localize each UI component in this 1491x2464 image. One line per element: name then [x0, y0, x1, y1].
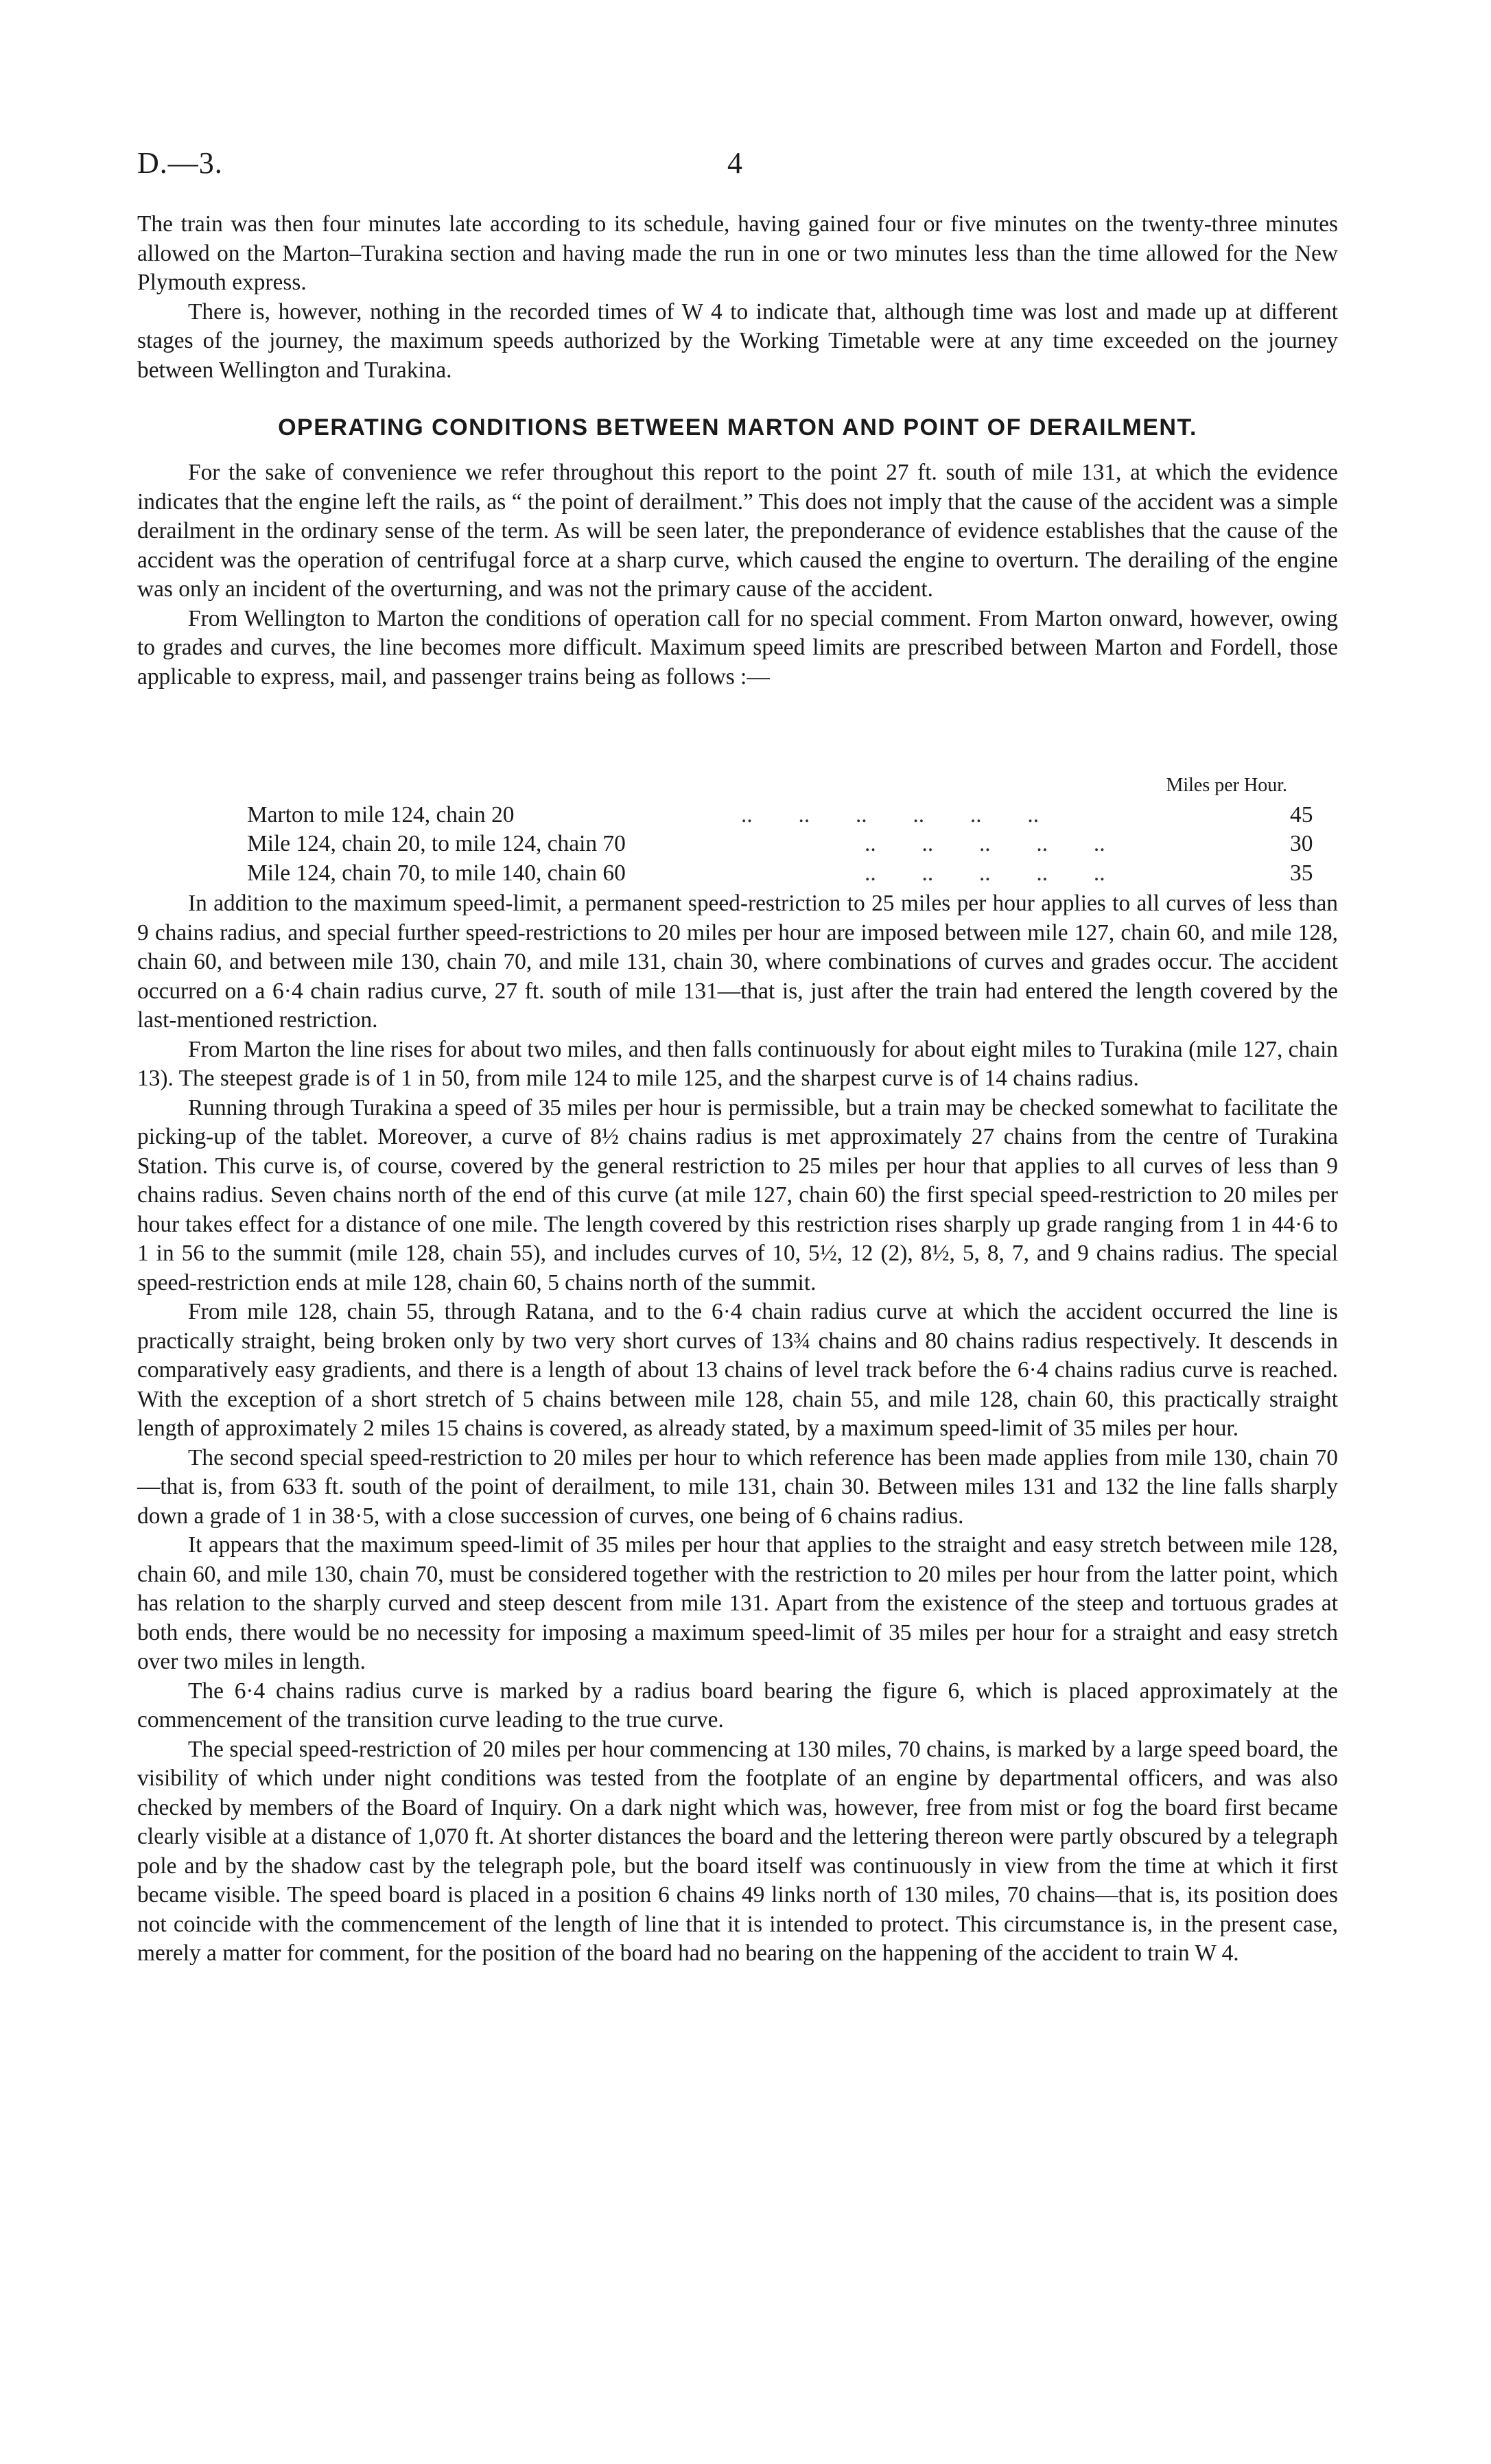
- dot-leaders: .. .. .. .. ..: [865, 831, 1105, 856]
- paragraph: From Marton the line rises for about two miles, and then falls continuously for about eight miles to Turakina (mile 127, chain 13). The steepest grade is of 1 in 50, from mile 124 to mile 125, and the sharpest curve is of 14 chains radius.: [137, 1036, 1338, 1091]
- paragraph: The second special speed-restriction to 20 miles per hour to which reference has been made applies from mile 130, chain 70—that is, from 633 ft. south of the point of derailment, to mile 131, chain 30. Between miles 131 and 132 the line falls sharply down a grade of 1 in 38·5, with a close succession of curves, one being of 6 chains radius.: [137, 1444, 1338, 1529]
- paragraph: From Wellington to Marton the conditions of operation call for no special comment. From Marton onward, however, owing to grades and curves, the line becomes more difficult. Maximum speed limits are prescribed between Marton and Fordell, those applicable to express, mail, and passenger trains being as follows :—: [137, 605, 1338, 690]
- paragraph: The train was then four minutes late according to its schedule, having gained four or five minutes on the twenty-three minutes allowed on the Marton–Turakina section and having made the run in one or two minutes less than the time allowed for the New Plymouth express.: [137, 211, 1338, 295]
- document-reference: D.—3.: [137, 146, 223, 180]
- paragraph: The special speed-restriction of 20 miles per hour commencing at 130 miles, 70 chains, is marked by a large speed board, the visibility of which under night conditions was tested from the footplate of an engine by departmental officers, and was also checked by members of the Board of Inquiry. On a dark night which was, however, free from mist or fog the board first became clearly visible at a distance of 1,070 ft. At shorter distances the board and the lettering thereon were partly obscured by a telegraph pole and by the shadow cast by the telegraph pole, but the board itself was continuously in view from the time at which it first became visible. The speed board is placed in a position 6 chains 49 links north of 130 miles, 70 chains—that is, its position does not coincide with the commencement of the length of line that it is intended to protect. This circumstance is, in the present case, merely a matter for comment, for the position of the board had no bearing on the happening of the accident to train W 4.: [137, 1736, 1338, 1966]
- section-text-b: [137, 889, 1338, 1969]
- table-row: [137, 801, 1338, 830]
- section-label: Mile 124, chain 70, to mile 140, chain 60: [247, 860, 626, 886]
- section-heading: OPERATING CONDITIONS BETWEEN MARTON AND POINT OF DERAILMENT.: [278, 414, 1197, 441]
- dot-leaders: .. .. .. .. ..: [865, 860, 1105, 886]
- dot-leaders: .. .. .. .. .. ..: [741, 801, 1040, 828]
- paragraph: Running through Turakina a speed of 35 miles per hour is permissible, but a train may be checked somewhat to facilitate the picking-up of the tablet. Moreover, a curve of 8½ chains radius is met approximately 27 chains from the centre of Turakina Station. This curve is, of course, covered by the general restriction to 25 miles per hour that applies to all curves of less than 9 chains radius. Seven chains north of the end of this curve (at mile 127, chain 60) the first special speed-restriction to 20 miles per hour takes effect for a distance of one mile. The length covered by this restriction rises sharply up grade ranging from 1 in 44·6 to 1 in 56 to the summit (mile 128, chain 55), and includes curves of 10, 5½, 12 (2), 8½, 5, 8, 7, and 9 chains radius. The special speed-restriction ends at mile 128, chain 60, 5 chains north of the summit.: [137, 1094, 1338, 1295]
- intro-text: [137, 210, 1338, 385]
- section-label: Marton to mile 124, chain 20: [247, 801, 515, 828]
- table-row: [137, 830, 1338, 859]
- speed-value: 30: [1290, 831, 1313, 856]
- speed-value: 35: [1290, 860, 1313, 886]
- paragraph: In addition to the maximum speed-limit, a permanent speed-restriction to 25 miles per hour applies to all curves of less than 9 chains radius, and special further speed-restrictions to 20 miles per hour are imposed between mile 127, chain 60, and mile 128, chain 60, and between mile 130, chain 70, and mile 131, chain 30, where combinations of curves and grades occur. The accident occurred on a 6·4 chain radius curve, 27 ft. south of mile 131—that is, just after the train had entered the length covered by the last-mentioned restriction.: [137, 891, 1338, 1033]
- paragraph: It appears that the maximum speed-limit of 35 miles per hour that applies to the straight and easy stretch between mile 128, chain 60, and mile 130, chain 70, must be considered together with the restriction to 20 miles per hour from the latter point, which has relation to the sharply curved and steep descent from mile 131. Apart from the existence of the steep and tortuous grades at both ends, there would be no necessity for imposing a maximum speed-limit of 35 miles per hour for a straight and easy stretch over two miles in length.: [137, 1532, 1338, 1674]
- page-number: 4: [727, 146, 742, 180]
- paragraph: There is, however, nothing in the recorded times of W 4 to indicate that, although time was lost and made up at different stages of the journey, the maximum speeds authorized by the Working Timetable were at any time exceeded on the journey between Wellington and Turakina.: [137, 298, 1338, 383]
- paragraph: From mile 128, chain 55, through Ratana, and to the 6·4 chain radius curve at which the accident occurred the line is practically straight, being broken only by two very short curves of 13¾ chains and 80 chains radius respectively. It descends in comparatively easy gradients, and there is a length of about 13 chains of level track before the 6·4 chains radius curve is reached. With the exception of a short stretch of 5 chains between mile 128, chain 55, and mile 128, chain 60, this practically straight length of approximately 2 miles 15 chains is covered, as already stated, by a maximum speed-limit of 35 miles per hour.: [137, 1299, 1338, 1441]
- paragraph: For the sake of convenience we refer throughout this report to the point 27 ft. south of mile 131, at which the evidence indicates that the engine left the rails, as “ the point of derailment.” This does not imply that the cause of the accident was a simple derailment in the ordinary sense of the term. As will be seen later, the preponderance of evidence establishes that the cause of the accident was the operation of centrifugal force at a sharp curve, which caused the engine to overturn. The derailing of the engine was only an incident of the overturning, and was not the primary cause of the accident.: [137, 460, 1338, 602]
- table-row: [137, 859, 1338, 889]
- section-label: Mile 124, chain 20, to mile 124, chain 70: [247, 831, 626, 856]
- section-text-a: [137, 458, 1338, 692]
- units-header: Miles per Hour.: [1166, 775, 1287, 796]
- paragraph: The 6·4 chains radius curve is marked by a radius board bearing the figure 6, which is placed approximately at the commencement of the transition curve leading to the true curve.: [137, 1678, 1338, 1733]
- speed-limit-table: [137, 771, 1338, 888]
- speed-value: 45: [1290, 801, 1313, 828]
